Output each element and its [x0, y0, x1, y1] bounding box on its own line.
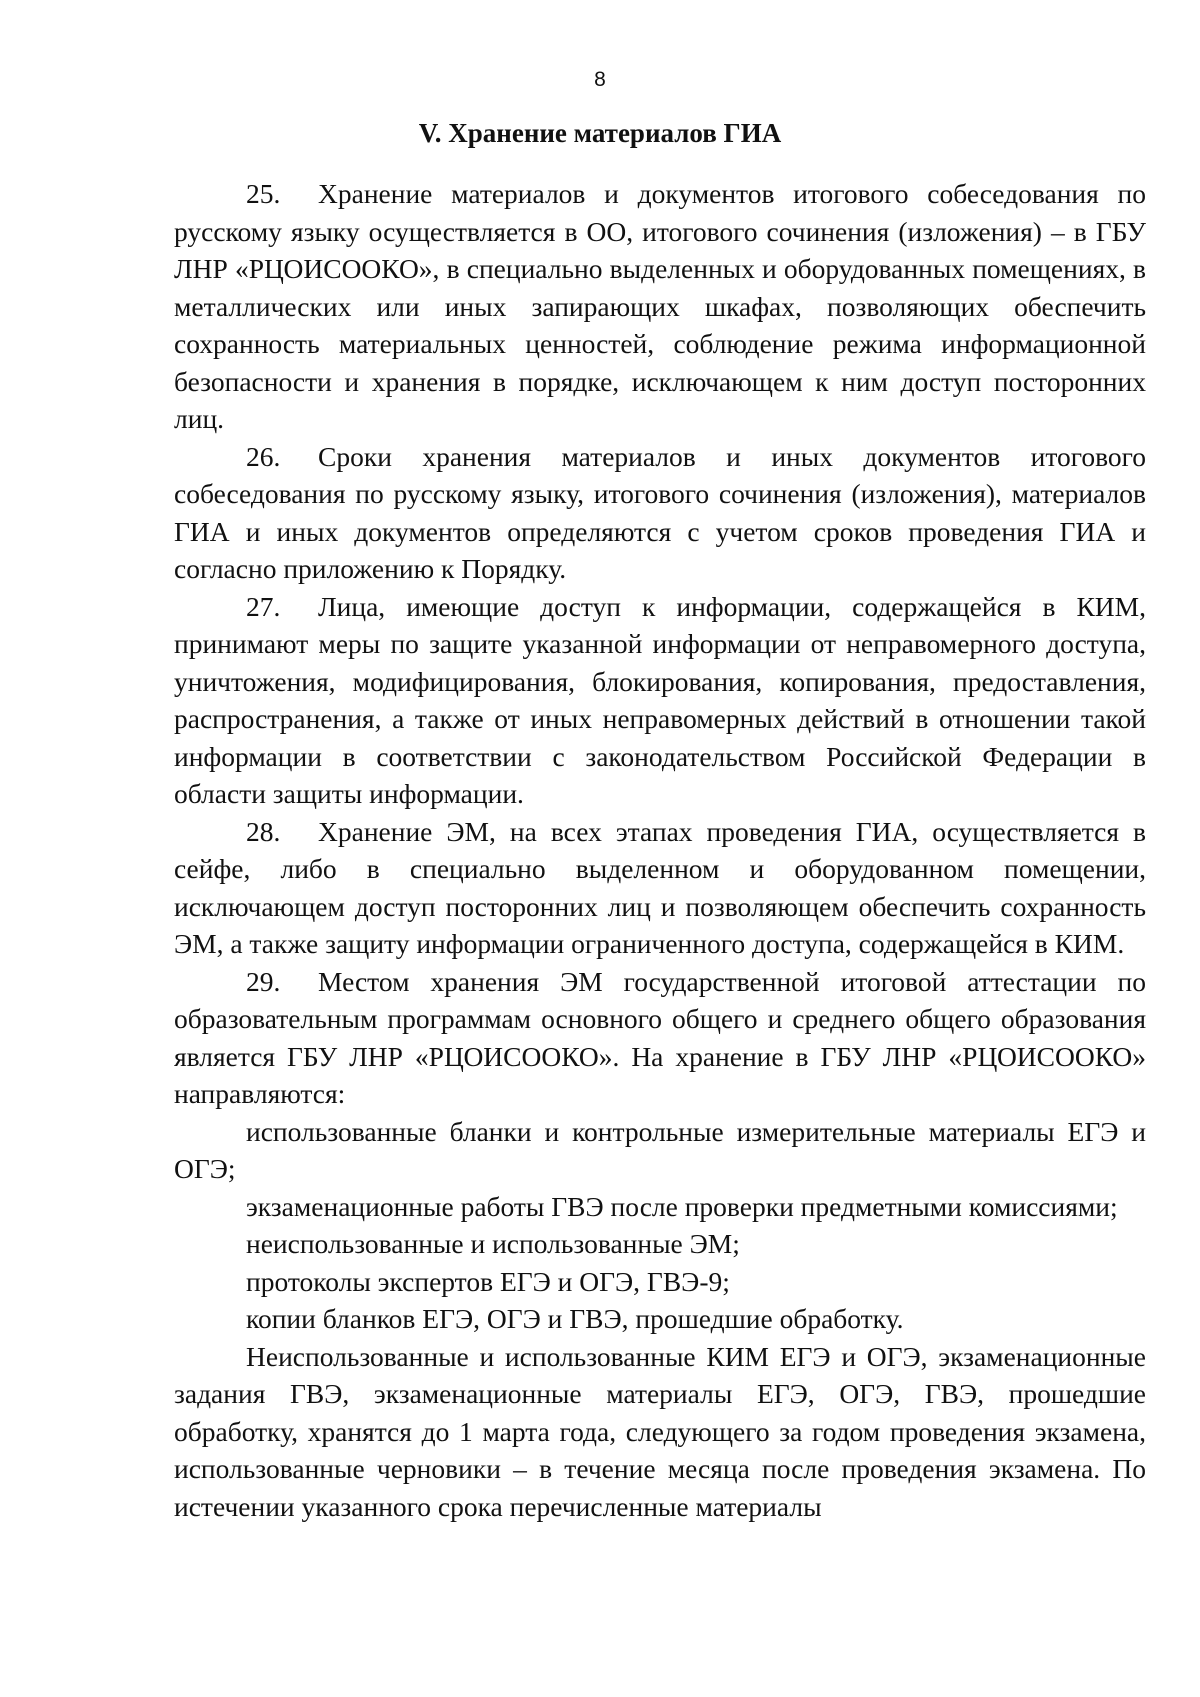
paragraph-number: 25. — [246, 178, 281, 209]
paragraph-text: Хранение материалов и документов итогового собеседования по русскому языку осуществляется в ОО, итогового сочинения (изложения) – в ГБУ ЛНР «РЦОИСООКО», в специально выделенных и оборудованных помещениях, в металлических или иных запирающих шкафах, позволяющих обеспечить сохранность материальных ценностей, соблюдение режима информационной безопасности и хранения в порядке, исключающем к ним доступ посторонних лиц. — [174, 178, 1146, 434]
list-item: копии бланков ЕГЭ, ОГЭ и ГВЭ, прошедшие обработку. — [246, 1303, 904, 1334]
paragraph-number: 26. — [246, 440, 281, 472]
paragraph-text: Лица, имеющие доступ к информации, содержащейся в КИМ, принимают меры по защите указанной информации от неправомерного доступа, уничтожения, модифицирования, блокирования, копирования, предоставления, распространения, а также от иных неправомерных действий в отношении такой информации в соответствии с законодательством Российской Федерации в области защиты информации. — [174, 590, 1146, 809]
paragraph-25 — [174, 175, 1146, 438]
page-number: 8 — [594, 68, 606, 91]
paragraph-number: 28. — [246, 815, 281, 847]
document-body — [174, 175, 1146, 1525]
list-item: экзаменационные работы ГВЭ после проверки предметными комиссиями; — [246, 1190, 1118, 1222]
paragraph-text: Сроки хранения материалов и иных документов итогового собеседования по русскому языку, итогового сочинения (изложения), материалов ГИА и иных документов определяются с учетом сроков проведения ГИА и согласно приложению к Порядку. — [174, 440, 1146, 584]
paragraph-28 — [174, 813, 1146, 963]
paragraph-text: Местом хранения ЭМ государственной итоговой аттестации по образовательным программам основного общего и среднего общего образования является ГБУ ЛНР «РЦОИСООКО». На хранение в ГБУ ЛНР «РЦОИСООКО» направляются: — [174, 965, 1146, 1109]
paragraph-29 — [174, 963, 1146, 1113]
closing-paragraph: Неиспользованные и использованные КИМ ЕГЭ и ОГЭ, экзаменационные задания ГВЭ, экзаменационные материалы ЕГЭ, ОГЭ, ГВЭ, прошедшие обработку, хранятся до 1 марта года, следующего за годом проведения экзамена, использованные черновики – в течение месяца после проведения экзамена. По истечении указанного срока перечисленные материалы — [174, 1340, 1146, 1522]
list-item: неиспользованные и использованные ЭМ; — [246, 1228, 740, 1259]
paragraph-27 — [174, 588, 1146, 813]
list-item: использованные бланки и контрольные измерительные материалы ЕГЭ и ОГЭ; — [174, 1115, 1146, 1184]
section-title: V. Хранение материалов ГИА — [418, 118, 782, 148]
list-item: протоколы экспертов ЕГЭ и ОГЭ, ГВЭ-9; — [246, 1265, 730, 1297]
paragraph-number: 27. — [246, 590, 281, 622]
paragraph-26 — [174, 438, 1146, 588]
paragraph-number: 29. — [246, 965, 281, 997]
paragraph-text: Хранение ЭМ, на всех этапах проведения ГИА, осуществляется в сейфе, либо в специально выделенном и оборудованном помещении, исключающем доступ посторонних лиц и позволяющем обеспечить сохранность ЭМ, а также защиту информации ограниченного доступа, содержащейся в КИМ. — [174, 815, 1146, 959]
